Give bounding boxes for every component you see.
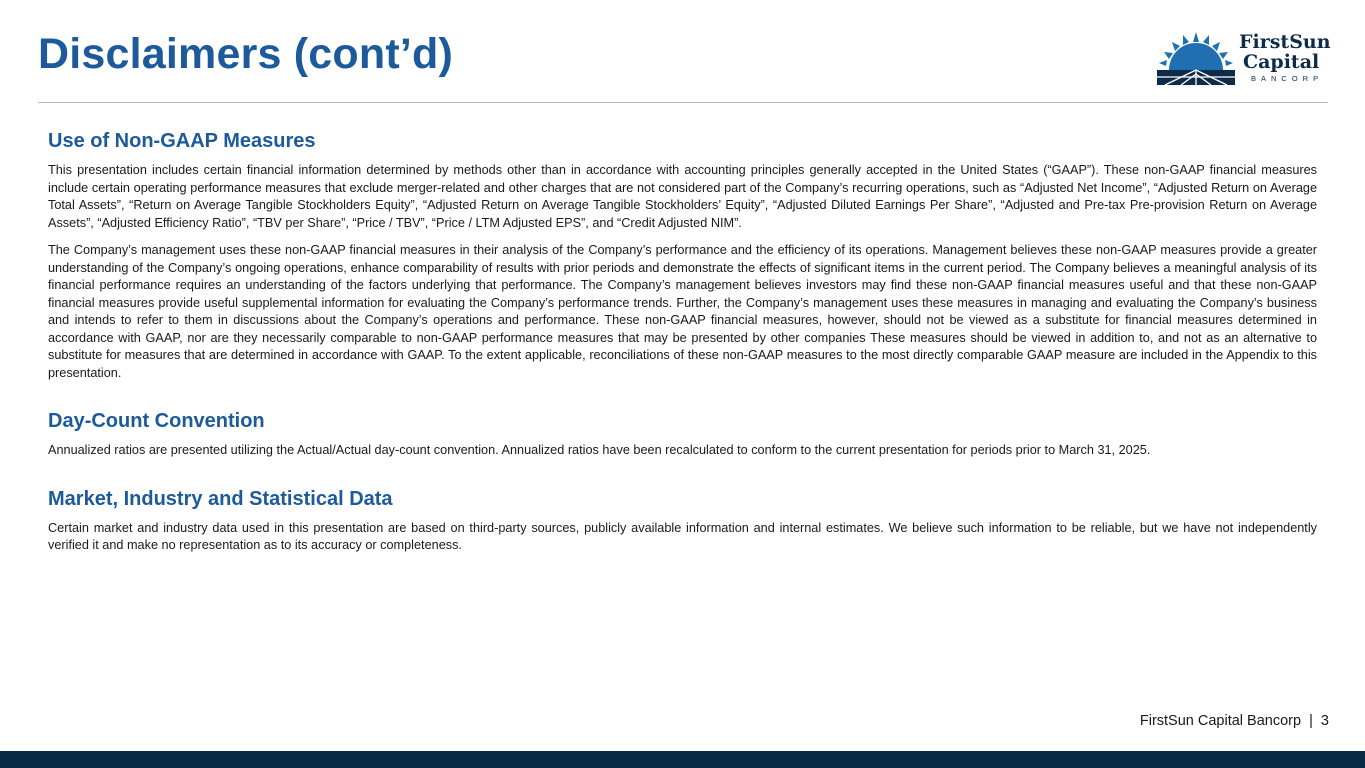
logo-line2: Capital — [1243, 51, 1320, 73]
logo-line1: FirstSun — [1239, 31, 1331, 53]
header-divider — [38, 102, 1328, 103]
non-gaap-paragraph-1: This presentation includes certain financial information determined by methods other than in accordance with accounting principles generally accepted in the United States (“GAAP”). These non-GAAP financial measures include certain operating performance measures that exclude merger-related and other charges that are not considered part of the Company’s recurring operations, such as “Adjusted Net Income”, “Adjusted Return on Average Total Assets”, “Return on Average Tangible Stockholders Equity”, “Adjusted Return on Average Tangible Stockholders’ Equity”, “Adjusted Diluted Earnings Per Share”, “Adjusted and Pre-tax Pre-provision Return on Average Assets”, “Adjusted Efficiency Ratio”, “TBV per Share”, “Price / TBV”, “Price / LTM Adjusted EPS”, and “Credit Adjusted NIM”. — [48, 163, 1317, 230]
non-gaap-paragraph-2: The Company’s management uses these non-GAAP financial measures in their analysis of the Company’s performance and the efficiency of its operations. Management believes these non-GAAP measures provide a greater understanding of the Company’s ongoing operations, enhance comparability of results with prior periods and demonstrate the effects of significant items in the current period. The Company believes a meaningful analysis of its financial performance requires an understanding of the factors underlying that performance. The Company’s management believes investors may find these non-GAAP financial measures useful and that these non-GAAP financial measures provide useful supplemental information for evaluating the Company’s performance trends. Further, the Company’s management uses these measures in managing and evaluating the Company’s business and intends to refer to them in discussions about the Company’s operations and performance. These non-GAAP financial measures, however, should not be viewed as a substitute for financial measures determined in accordance with GAAP, nor are they necessarily comparable to non-GAAP performance measures that may be presented by other companies These measures should be viewed in addition to, and not as an alternative to substitute for measures that are determined in accordance with GAAP. To the extent applicable, reconciliations of these non-GAAP measures to the most directly comparable GAAP measure are included in the Appendix to this presentation. — [48, 243, 1317, 380]
page-title: Disclaimers (cont’d) — [38, 30, 453, 78]
section-heading-non-gaap: Use of Non-GAAP Measures — [48, 130, 316, 152]
sunburst-logo-icon — [1155, 30, 1237, 86]
logo-wordmark — [1239, 32, 1331, 72]
day-count-paragraph: Annualized ratios are presented utilizing the Actual/Actual day-count convention. Annualized ratios have been recalculated to conform to the current presentation for periods prior to March 31, 2025. — [48, 443, 1151, 457]
bottom-bar — [0, 751, 1365, 768]
footer-page-label: FirstSun Capital Bancorp | 3 — [1139, 713, 1329, 729]
market-data-paragraph: Certain market and industry data used in this presentation are based on third-party sources, publicly available information and internal estimates. We believe such information to be reliable, but we have not independently verified it and make no representation as to its accuracy or completeness. — [48, 520, 1317, 552]
section-spacer — [48, 470, 1317, 486]
company-logo — [1155, 30, 1330, 88]
section-heading-day-count: Day-Count Convention — [48, 410, 265, 432]
logo-subline: BANCORP — [1251, 74, 1324, 83]
disclaimer-body — [48, 128, 1317, 565]
section-spacer — [48, 392, 1317, 408]
section-heading-market-data: Market, Industry and Statistical Data — [48, 487, 393, 510]
